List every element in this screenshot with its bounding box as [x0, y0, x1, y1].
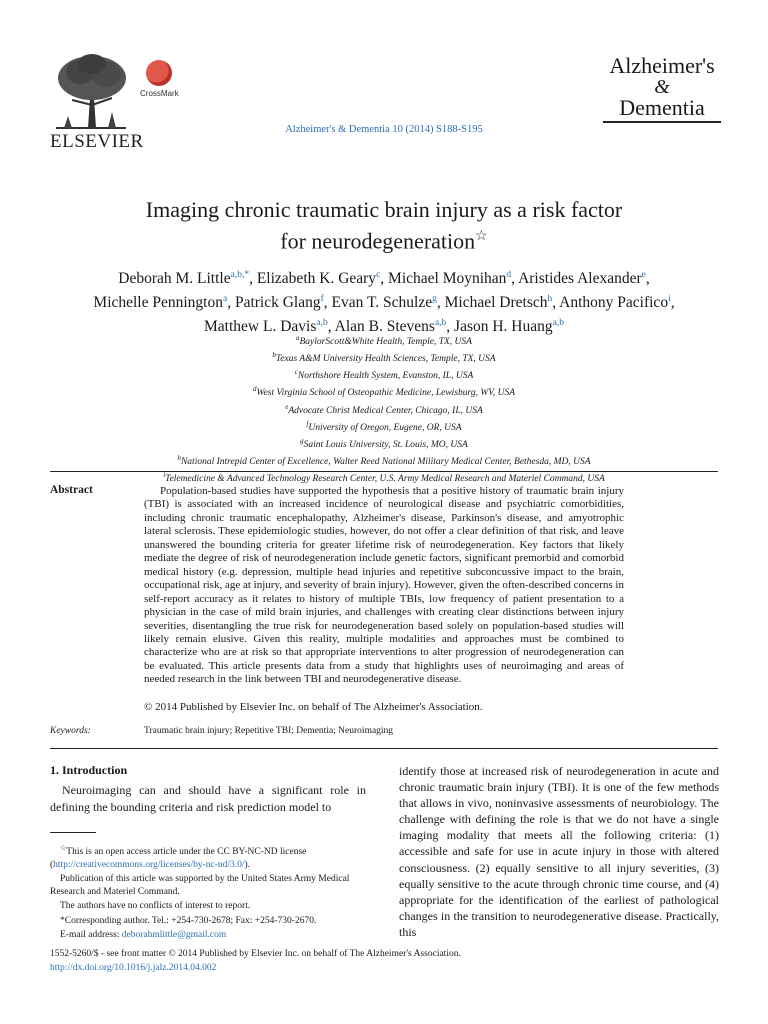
masthead-title-bottom: Dementia: [603, 97, 721, 123]
author: Jason H. Huang$^{a,b}$: [454, 318, 564, 336]
elsevier-tree-logo: [50, 50, 132, 132]
author: Michael Dretsch$^h$,: [444, 294, 560, 312]
footnote-email: E-mail address: deborahmlittle@gmail.com: [60, 930, 227, 941]
title-line-2: for neurodegeneration: [280, 228, 476, 254]
body-text-left-column: Neuroimaging can and should have a significant role in defining the bounding criteria and risk prediction model to: [50, 783, 366, 814]
footnote-star-marker: ☆: [60, 844, 67, 852]
author-affiliation-marker[interactable]: a: [222, 294, 228, 305]
author-affiliation-marker[interactable]: e: [641, 270, 646, 280]
author: Evan T. Schulze$^g$,: [331, 294, 445, 312]
footnote-license: ☆This is an open access article under the CC BY-NC-ND license (http://creativecommons.org/licenses/by-nc-nd/3.0/).: [50, 844, 307, 870]
crossmark-icon[interactable]: [146, 60, 172, 86]
license-link[interactable]: http://creativecommons.org/licenses/by-nc-nd/3.0/: [53, 859, 245, 870]
article-title: [60, 196, 708, 254]
author-affiliation-marker[interactable]: c: [376, 270, 381, 280]
author-affiliation-marker[interactable]: g: [432, 294, 437, 305]
publisher-name: ELSEVIER: [50, 131, 144, 152]
author: Matthew L. Davis$^{a,b}$,: [204, 318, 335, 336]
author-affiliation-marker[interactable]: a,b,*: [230, 270, 250, 280]
footnote-corresponding: *Corresponding author. Tel.: +254-730-2678; Fax: +254-730-2670.: [60, 915, 317, 926]
masthead-ampersand: &: [654, 76, 670, 98]
email-link[interactable]: deborahmlittle@gmail.com: [121, 930, 227, 941]
affiliation: $^i$Telemedicine & Advanced Technology Research Center, U.S. Army Medical Research and Materiel Command, USA: [163, 471, 605, 485]
section-heading: 1. Introduction: [50, 763, 128, 777]
author: Aristides Alexander$^e$,: [518, 270, 650, 288]
keywords-heading: Keywords:: [50, 726, 91, 736]
author-affiliation-marker[interactable]: i: [668, 294, 671, 305]
affiliation: $^g$Saint Louis University, St. Louis, MO, USA: [300, 436, 468, 451]
masthead-title-top: Alzheimer's: [609, 53, 715, 78]
keywords-list: Traumatic brain injury; Repetitive TBI; Dementia; Neuroimaging: [144, 726, 394, 736]
footnote-rule: [50, 832, 96, 833]
crossmark-label[interactable]: CrossMark: [140, 89, 179, 98]
author: Anthony Pacifico$^i$,: [559, 294, 675, 312]
journal-reference[interactable]: Alzheimer's & Dementia 10 (2014) S188-S195: [285, 124, 483, 135]
page-footer: [50, 948, 461, 975]
body-text-right-column: identify those at increased risk of neurodegeneration in acute and chronic traumatic brain injury (TBI). It is one of the few methods that allows in vivo, noninvasive assessments of neurobiology. The challenge with defining the role is that we do not have a single imaging modality that meets all the following criteria: (1) accessible and safe for use in acute injury in those with altered consciousness. (2) equally sensitive to all injury severities, (3) equally sensitive to the acute through chronic time course, and (4) appropriate for the identification of the earliest of pathological changes in the transition to neurodegenerative disease. Practically, this: [399, 764, 719, 939]
author: Michelle Pennington$^a$,: [93, 294, 235, 312]
abstract-heading: Abstract: [50, 484, 93, 496]
affiliation-list: [40, 332, 728, 486]
journal-masthead: [603, 55, 721, 123]
title-star-footnote-marker[interactable]: ☆: [475, 229, 488, 244]
affiliation: $^c$Northshore Health System, Evanston, IL, USA: [294, 368, 474, 382]
author-affiliation-marker[interactable]: d: [506, 270, 512, 280]
author-affiliation-marker[interactable]: a,b: [316, 318, 328, 329]
author-list: [40, 265, 728, 337]
abstract-bottom-rule: [50, 748, 718, 749]
author-affiliation-marker[interactable]: f: [320, 294, 324, 305]
affiliation: $^b$Texas A&M University Health Sciences, Temple, TX, USA: [272, 351, 496, 365]
abstract-copyright: © 2014 Published by Elsevier Inc. on behalf of The Alzheimer's Association.: [144, 701, 483, 713]
author-affiliation-marker[interactable]: a,b: [552, 318, 564, 329]
author: Elizabeth K. Geary$^c$,: [256, 270, 389, 288]
affiliation: $^d$West Virginia School of Osteopathic Medicine, Lewisburg, WV, USA: [253, 385, 515, 399]
doi-link[interactable]: http://dx.doi.org/10.1016/j.jalz.2014.04.002: [50, 962, 217, 973]
author: Michael Moynihan$^d$,: [388, 270, 519, 288]
affiliation: $^f$University of Oregon, Eugene, OR, USA: [306, 419, 462, 433]
affiliation: $^a$BaylorScott&White Health, Temple, TX, USA: [296, 334, 472, 348]
author: Alan B. Stevens$^{a,b}$,: [334, 318, 455, 336]
title-line-1: Imaging chronic traumatic brain injury as a risk factor: [145, 197, 623, 222]
author-affiliation-marker[interactable]: a,b: [434, 318, 447, 329]
author: Patrick Glang$^f$,: [234, 294, 332, 312]
author-affiliation-marker[interactable]: h: [547, 294, 553, 305]
footnote-conflicts: The authors have no conflicts of interest to report.: [60, 901, 251, 912]
issn-line: 1552-5260/$ - see front matter © 2014 Published by Elsevier Inc. on behalf of The Alzheimer's Association.: [50, 949, 461, 959]
abstract-body: Population-based studies have supported the hypothesis that a positive history of traumatic brain injury (TBI) is associated with an increased incidence of neurological disease and psychiatric comorbidities, including chronic traumatic encephalopathy, Alzheimer's disease, Parkinson's disease, and amyotrophic lateral sclerosis. These epidemiologic studies, however, do not offer a clear definition of that risk, and leave unanswered the bounding criteria for greater lifetime risk of neurodegeneration. Key factors that likely mediate the degree of risk of neurodegeneration include genetic factors, significant premorbid and comorbid medical history (e.g. depression, multiple head injuries and repetitive subconcussive impact to the brain, occupational risk, age at injury, and severity of brain injury). However, given the often-described concerns in self-report accuracy as it relates to history of multiple TBIs, low frequency of patient presentation to a physician in the case of mild brain injuries, and challenges with creating clear distinctions between injury severities, disentangling the true risk for neurodegeneration based solely on population-based studies will likely remain elusive. Given this reality, multiple modalities and approaches must be combined to characterize who are at risk so that appropriate interventions to alter progression of neurodegeneration can be evaluated. This article presents data from a study that highlights uses of neuroimaging and areas of needed research in the link between TBI and neurodegenerative disease.: [144, 485, 624, 686]
affiliation: $^h$National Intrepid Center of Excellence, Walter Reed National Military Medical Center, Bethesda, MD, USA: [177, 454, 591, 468]
author: Deborah M. Little$^{a,b,*}$,: [118, 270, 257, 288]
footnotes: [50, 842, 366, 944]
affiliation: $^e$Advocate Christ Medical Center, Chicago, IL, USA: [285, 402, 483, 416]
abstract-top-rule: [50, 471, 718, 472]
footnote-funding: Publication of this article was supported by the United States Army Medical Research and Materiel Command.: [50, 874, 350, 897]
